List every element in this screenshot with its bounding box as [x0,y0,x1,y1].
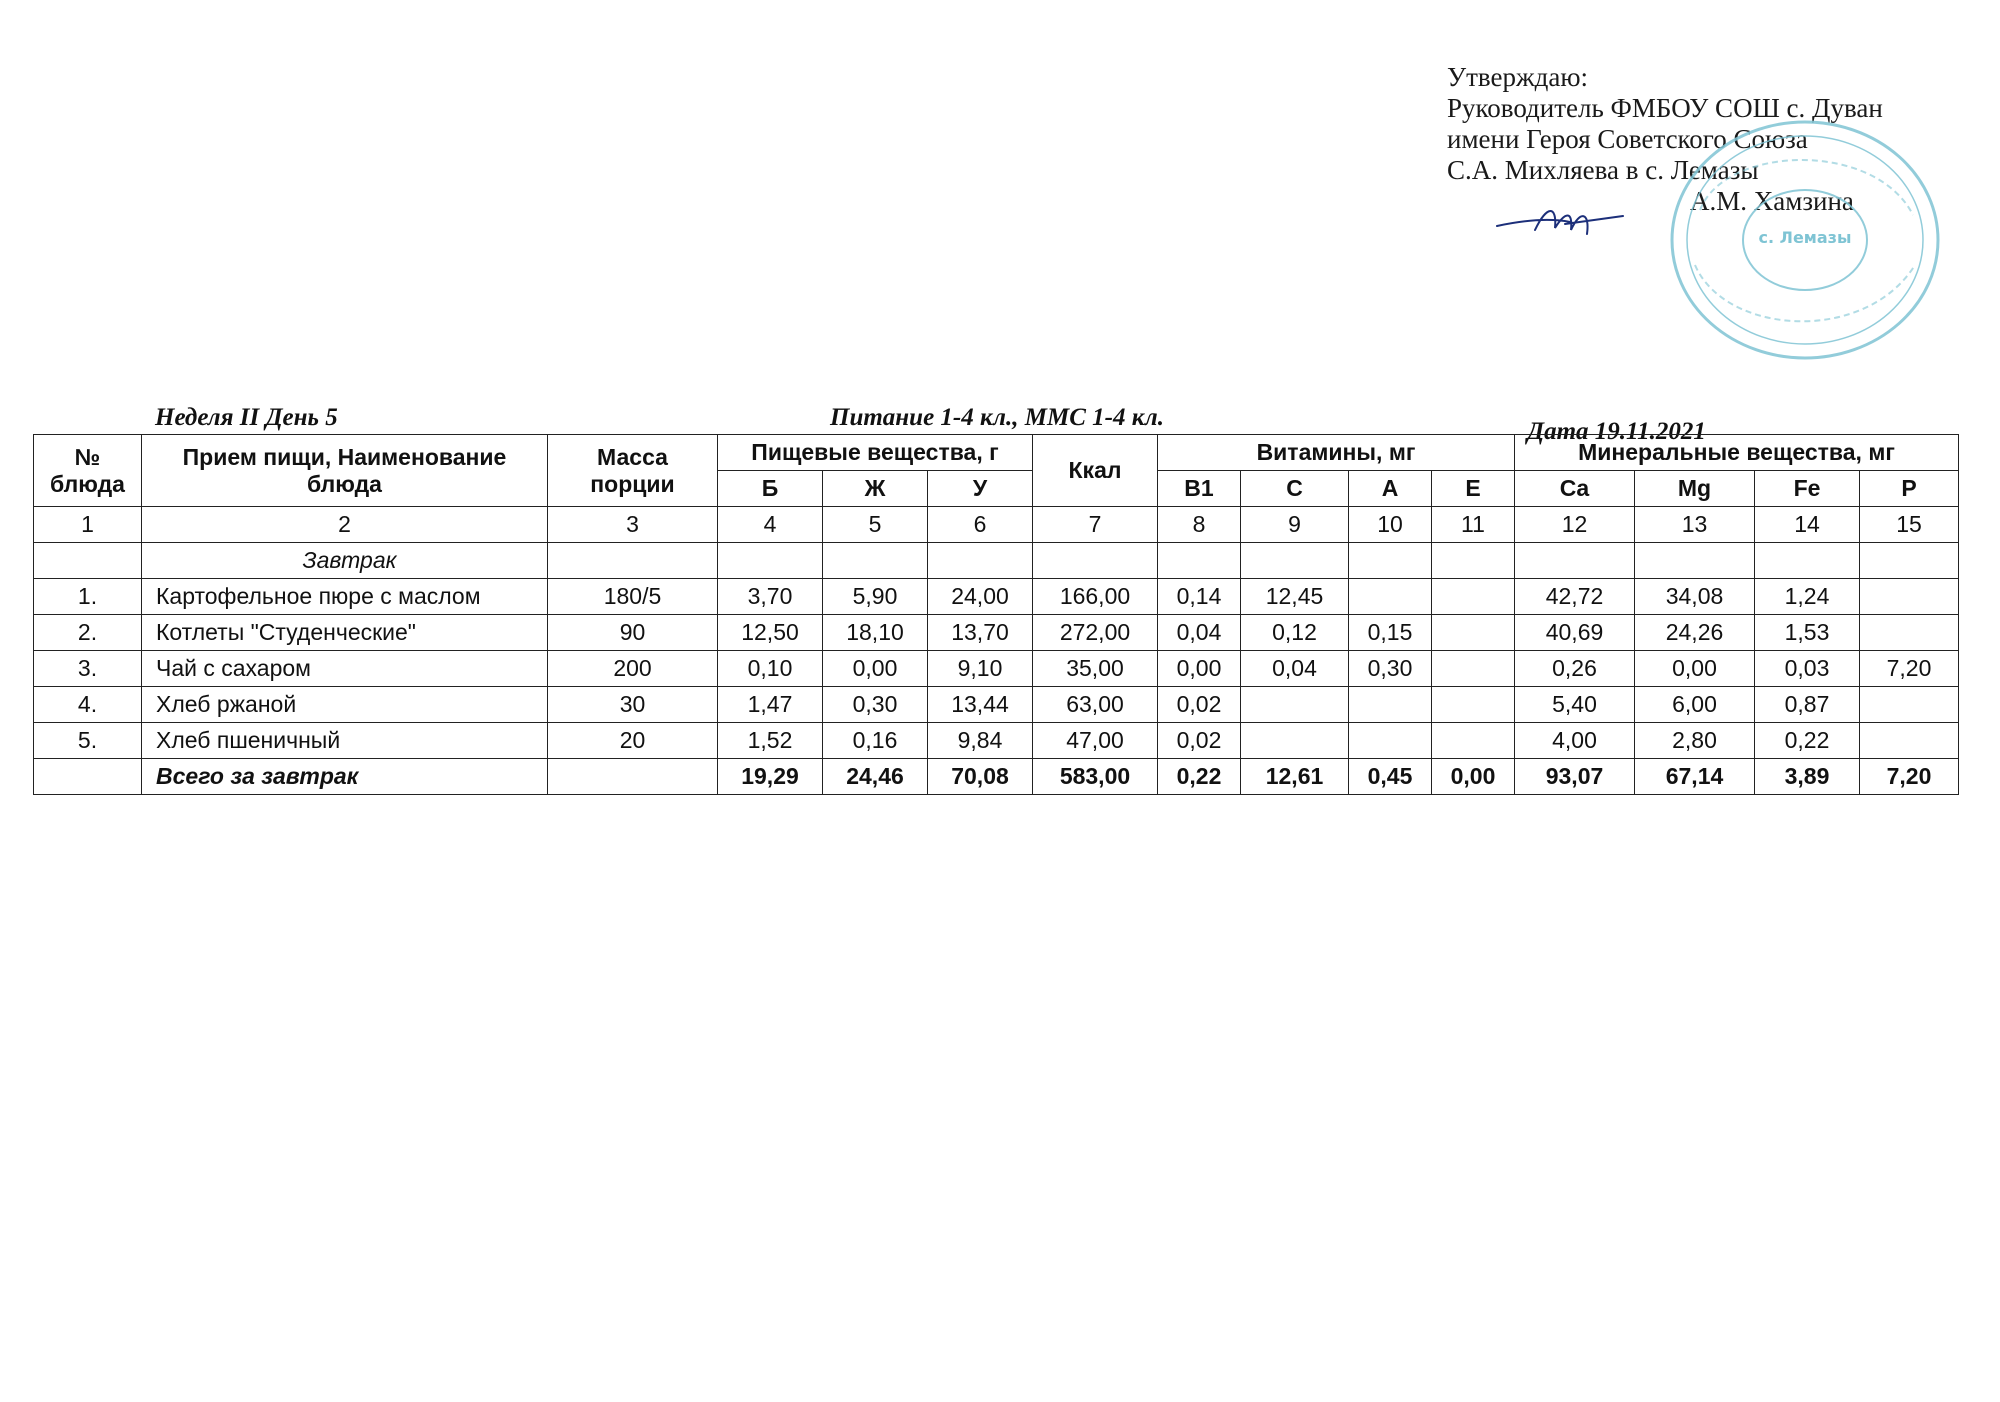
table-cell: 4,00 [1515,723,1635,759]
table-cell: 1. [34,579,142,615]
approval-heading: Утверждаю: [1447,62,1589,92]
table-cell: 0,16 [823,723,928,759]
table-cell: 0,04 [1158,615,1241,651]
total-cell: 7,20 [1860,759,1959,795]
table-cell [1860,615,1959,651]
header-name: Прием пищи, Наименование блюда [142,435,548,507]
table-cell: 24,00 [928,579,1033,615]
column-number-cell: 13 [1635,507,1755,543]
table-cell: 63,00 [1033,687,1158,723]
column-numbers-row [34,507,1959,543]
approver-name: А.М. Хамзина [1690,186,1854,216]
column-number-cell: 9 [1241,507,1349,543]
table-cell [1349,543,1432,579]
table-cell [1349,687,1432,723]
header-nutrients: Пищевые вещества, г [718,435,1033,471]
table-cell: 1,47 [718,687,823,723]
total-cell: 0,00 [1432,759,1515,795]
table-cell [1860,543,1959,579]
total-cell: 0,22 [1158,759,1241,795]
subheader-cell: Ж [823,471,928,507]
header-num: № блюда [34,435,142,507]
table-cell: 0,00 [1635,651,1755,687]
section-title: Завтрак [142,543,548,579]
table-cell: 20 [548,723,718,759]
table-cell [928,543,1033,579]
header-minerals: Минеральные вещества, мг [1515,435,1959,471]
table-cell [1349,723,1432,759]
table-cell: 6,00 [1635,687,1755,723]
subheader-cell: В1 [1158,471,1241,507]
table-cell: 0,00 [1158,651,1241,687]
table-row [34,687,1959,723]
table-cell: 272,00 [1033,615,1158,651]
table-cell [823,543,928,579]
total-cell: 12,61 [1241,759,1349,795]
table-cell [1241,687,1349,723]
total-cell: 3,89 [1755,759,1860,795]
table-row [34,723,1959,759]
table-row [34,579,1959,615]
table-cell: 42,72 [1515,579,1635,615]
table-cell [1158,543,1241,579]
header-mass: Масса порции [548,435,718,507]
total-cell [34,759,142,795]
table-cell: 5,90 [823,579,928,615]
total-cell: 24,46 [823,759,928,795]
approval-position: Руководитель ФМБОУ СОШ с. Дуван [1447,93,1883,123]
table-cell: 7,20 [1860,651,1959,687]
column-number-cell: 1 [34,507,142,543]
table-cell: 47,00 [1033,723,1158,759]
table-cell: 0,15 [1349,615,1432,651]
header-row [34,435,1959,471]
table-cell: 0,22 [1755,723,1860,759]
table-cell: 3,70 [718,579,823,615]
table-cell: 3. [34,651,142,687]
table-cell [548,543,718,579]
table-cell: 12,45 [1241,579,1349,615]
table-cell [1860,687,1959,723]
table-cell [1755,543,1860,579]
table-cell: 24,26 [1635,615,1755,651]
header-kcal: Ккал [1033,435,1158,507]
table-cell: 9,10 [928,651,1033,687]
table-cell: 0,03 [1755,651,1860,687]
column-number-cell: 11 [1432,507,1515,543]
table-cell: 0,04 [1241,651,1349,687]
svg-text:с. Лемазы: с. Лемазы [1758,228,1852,247]
column-number-cell: 8 [1158,507,1241,543]
table-cell: 34,08 [1635,579,1755,615]
column-number-cell: 7 [1033,507,1158,543]
table-cell: 5,40 [1515,687,1635,723]
column-number-cell: 15 [1860,507,1959,543]
week-day-caption: Неделя II День 5 [155,404,338,431]
table-cell: 0,10 [718,651,823,687]
total-cell [548,759,718,795]
table-cell: 1,24 [1755,579,1860,615]
column-number-cell: 5 [823,507,928,543]
table-cell: 0,12 [1241,615,1349,651]
table-cell [1860,723,1959,759]
table-cell [1432,543,1515,579]
dish-name-cell: Хлеб ржаной [142,687,548,723]
menu-table [33,434,1959,795]
table-row [34,615,1959,651]
table-cell: 13,44 [928,687,1033,723]
total-cell: 583,00 [1033,759,1158,795]
table-cell: 0,30 [1349,651,1432,687]
date-caption: Дата 19.11.2021 [1527,418,1706,445]
table-cell: 0,00 [823,651,928,687]
total-label: Всего за завтрак [142,759,548,795]
total-cell: 67,14 [1635,759,1755,795]
approval-org-line: имени Героя Советского Союза [1447,124,1808,154]
subheader-cell: Е [1432,471,1515,507]
subheader-cell: P [1860,471,1959,507]
table-cell [1033,543,1158,579]
table-cell: 12,50 [718,615,823,651]
table-cell: 0,02 [1158,723,1241,759]
subheader-cell: С [1241,471,1349,507]
subheader-cell: Б [718,471,823,507]
table-cell: 1,52 [718,723,823,759]
table-cell: 40,69 [1515,615,1635,651]
table-cell: 9,84 [928,723,1033,759]
column-number-cell: 3 [548,507,718,543]
dish-name-cell: Картофельное пюре с маслом [142,579,548,615]
table-cell [1432,579,1515,615]
column-number-cell: 12 [1515,507,1635,543]
table-cell [1515,543,1635,579]
total-row [34,759,1959,795]
subheader-cell: Ca [1515,471,1635,507]
total-cell: 19,29 [718,759,823,795]
nutrition-group-caption: Питание 1-4 кл., ММС 1-4 кл. [830,404,1164,431]
column-number-cell: 2 [142,507,548,543]
table-cell [718,543,823,579]
subheader-cell: А [1349,471,1432,507]
total-cell: 70,08 [928,759,1033,795]
total-cell: 0,45 [1349,759,1432,795]
table-cell: 0,30 [823,687,928,723]
table-cell: 0,02 [1158,687,1241,723]
table-cell: 2. [34,615,142,651]
subheader-cell: У [928,471,1033,507]
subheader-cell: Fe [1755,471,1860,507]
table-cell: 0,26 [1515,651,1635,687]
table-cell: 1,53 [1755,615,1860,651]
column-number-cell: 4 [718,507,823,543]
table-cell [1432,651,1515,687]
dish-name-cell: Хлеб пшеничный [142,723,548,759]
table-cell: 18,10 [823,615,928,651]
table-cell [1241,723,1349,759]
dish-name-cell: Котлеты "Студенческие" [142,615,548,651]
table-cell: 200 [548,651,718,687]
table-cell [1432,615,1515,651]
table-cell [1432,687,1515,723]
table-cell: 2,80 [1635,723,1755,759]
table-cell: 13,70 [928,615,1033,651]
table-cell: 180/5 [548,579,718,615]
signature-icon [1495,200,1625,240]
column-number-cell: 6 [928,507,1033,543]
table-cell [1349,579,1432,615]
table-cell [1635,543,1755,579]
section-row [34,543,1959,579]
table-cell [1860,579,1959,615]
header-vitamins: Витамины, мг [1158,435,1515,471]
approval-location: С.А. Михляева в с. Лемазы [1447,155,1759,185]
table-cell: 4. [34,687,142,723]
stamp-icon [1665,115,1945,365]
column-number-cell: 10 [1349,507,1432,543]
total-cell: 93,07 [1515,759,1635,795]
table-cell: 90 [548,615,718,651]
subheader-cell: Mg [1635,471,1755,507]
table-cell: 35,00 [1033,651,1158,687]
table-cell: 0,87 [1755,687,1860,723]
table-cell [1432,723,1515,759]
column-number-cell: 14 [1755,507,1860,543]
table-cell: 30 [548,687,718,723]
table-cell: 0,14 [1158,579,1241,615]
table-cell [1241,543,1349,579]
table-cell: 166,00 [1033,579,1158,615]
table-cell: 5. [34,723,142,759]
table-cell [34,543,142,579]
dish-name-cell: Чай с сахаром [142,651,548,687]
table-row [34,651,1959,687]
